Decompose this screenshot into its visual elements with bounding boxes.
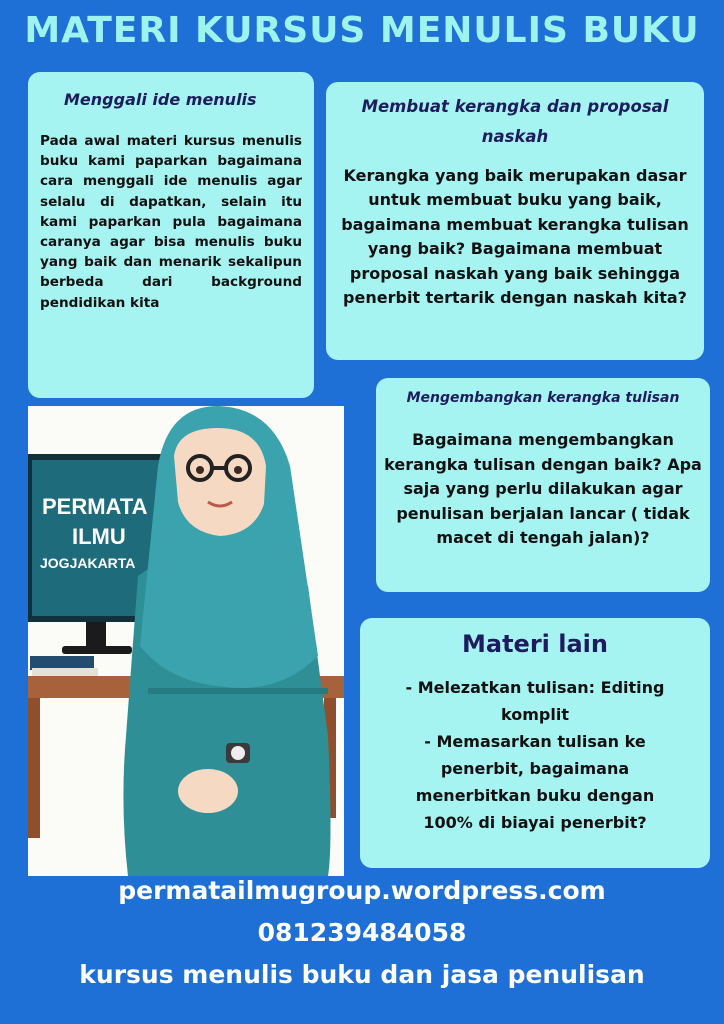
- card-menggali-ide: [28, 72, 314, 398]
- card-body: Kerangka yang baik merupakan dasar untuk membuat buku yang baik, bagaimana membuat kerangka tulisan yang baik? Bagaimana membuat proposal naskah yang baik sehingga penerbit tertarik dengan naskah kita?: [341, 166, 689, 308]
- card-mengembangkan-kerangka: [376, 378, 710, 592]
- card-body: Pada awal materi kursus menulis buku kami paparkan bagaimana cara menggali ide menulis agar selalu di dapatkan, selain itu kami paparkan pula bagaimana caranya agar bisa menulis buku yang baik dan menarik sekalipun berbeda dari background pendidikan kita: [40, 133, 302, 311]
- card-body: Bagaimana mengembangkan kerangka tulisan dengan baik? Apa saja yang perlu dilakukan agar penulisan berjalan lancar ( tidak macet di tengah jalan)?: [384, 430, 702, 548]
- list-item-line: - Memasarkan tulisan ke: [424, 732, 646, 751]
- list-item-line: - Melezatkan tulisan: Editing: [405, 678, 665, 697]
- hands-icon: [178, 769, 238, 813]
- teacher-illustration: [28, 406, 344, 876]
- footer-phone: 081239484058: [257, 918, 467, 947]
- footer-website: permatailmugroup.wordpress.com: [118, 876, 606, 905]
- card-materi-lain: [360, 618, 710, 868]
- card-heading: Menggali ide menulis: [64, 90, 257, 109]
- card-heading: Mengembangkan kerangka tulisan: [406, 390, 680, 406]
- footer-tagline: kursus menulis buku dan jasa penulisan: [79, 960, 645, 989]
- card-kerangka-proposal: [326, 82, 704, 360]
- list-item-line: penerbit, bagaimana: [440, 759, 630, 778]
- face-icon: [174, 428, 266, 536]
- screen-line2: ILMU: [72, 524, 126, 549]
- screen-line1: PERMATA: [42, 494, 148, 519]
- list-item-line: menerbitkan buku dengan: [415, 786, 655, 805]
- page-title: MATERI KURSUS MENULIS BUKU: [24, 10, 700, 51]
- screen-line3: JOGJAKARTA: [40, 555, 136, 571]
- card-heading: Membuat kerangka dan proposal naskah: [361, 97, 669, 146]
- list-item-line: 100% di biayai penerbit?: [423, 813, 647, 832]
- list-item-line: komplit: [501, 705, 569, 724]
- book-icon: [30, 656, 94, 670]
- card-heading: Materi lain: [462, 630, 608, 658]
